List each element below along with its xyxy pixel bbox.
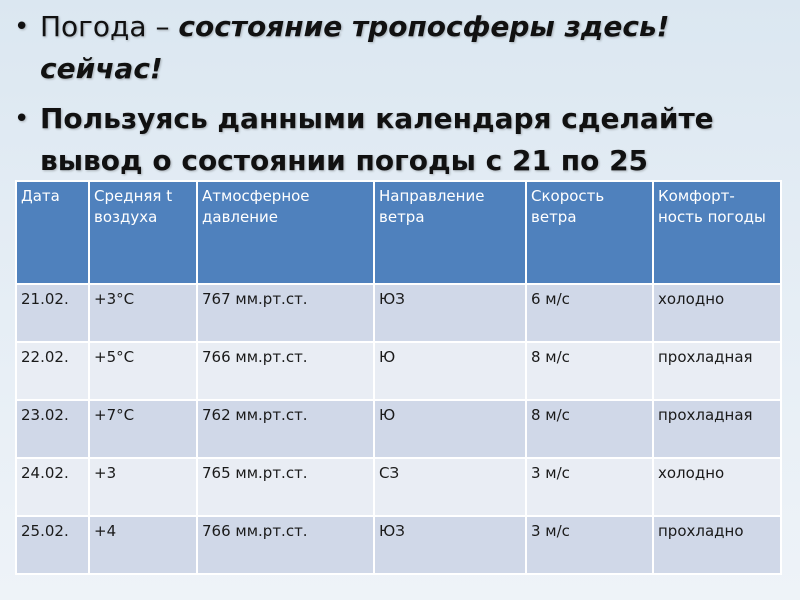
cell-comfort: прохладная	[653, 342, 781, 400]
bullet-marker: •	[14, 104, 30, 134]
cell-wind-direction: Ю	[374, 342, 526, 400]
bullet-marker: •	[14, 12, 30, 42]
cell-pressure: 762 мм.рт.ст.	[197, 400, 374, 458]
cell-avg-temp: +3°С	[89, 284, 197, 342]
cell-wind-speed: 3 м/с	[526, 458, 653, 516]
cell-date: 24.02.	[16, 458, 89, 516]
cell-wind-direction: СЗ	[374, 458, 526, 516]
cell-comfort: прохладно	[653, 516, 781, 574]
bullet-weather-definition	[14, 6, 794, 90]
cell-comfort: холодно	[653, 458, 781, 516]
cell-avg-temp: +4	[89, 516, 197, 574]
table-header-row	[16, 181, 781, 284]
table-row	[16, 400, 781, 458]
table-row	[16, 516, 781, 574]
cell-avg-temp: +3	[89, 458, 197, 516]
cell-comfort: холодно	[653, 284, 781, 342]
header-pressure: Атмосферное давление	[197, 181, 374, 284]
table-row	[16, 458, 781, 516]
cell-comfort: прохладная	[653, 400, 781, 458]
cell-wind-speed: 8 м/с	[526, 342, 653, 400]
bullet-text-lead: Погода –	[40, 10, 179, 43]
table-row	[16, 342, 781, 400]
bullet-text-emphasis: состояние тропосферы здесь! сейчас!	[40, 10, 670, 85]
weather-table	[15, 180, 782, 575]
bullet-task	[14, 98, 794, 182]
cell-wind-speed: 3 м/с	[526, 516, 653, 574]
bullet-text-task: Пользуясь данными календаря сделайте вывод о состоянии погоды с 21 по 25	[40, 102, 714, 177]
bullet-list	[14, 6, 794, 182]
cell-pressure: 766 мм.рт.ст.	[197, 516, 374, 574]
header-avg-temp: Средняя t воздуха	[89, 181, 197, 284]
cell-wind-speed: 8 м/с	[526, 400, 653, 458]
cell-date: 21.02.	[16, 284, 89, 342]
cell-date: 22.02.	[16, 342, 89, 400]
cell-avg-temp: +5°С	[89, 342, 197, 400]
table-row	[16, 284, 781, 342]
cell-pressure: 766 мм.рт.ст.	[197, 342, 374, 400]
cell-avg-temp: +7°С	[89, 400, 197, 458]
cell-wind-direction: Ю	[374, 400, 526, 458]
cell-pressure: 767 мм.рт.ст.	[197, 284, 374, 342]
header-wind-direction: Направление ветра	[374, 181, 526, 284]
cell-wind-direction: ЮЗ	[374, 516, 526, 574]
header-comfort: Комфорт-ность погоды	[653, 181, 781, 284]
cell-date: 25.02.	[16, 516, 89, 574]
cell-wind-direction: ЮЗ	[374, 284, 526, 342]
cell-wind-speed: 6 м/с	[526, 284, 653, 342]
header-wind-speed: Скорость ветра	[526, 181, 653, 284]
header-date: Дата	[16, 181, 89, 284]
cell-date: 23.02.	[16, 400, 89, 458]
cell-pressure: 765 мм.рт.ст.	[197, 458, 374, 516]
